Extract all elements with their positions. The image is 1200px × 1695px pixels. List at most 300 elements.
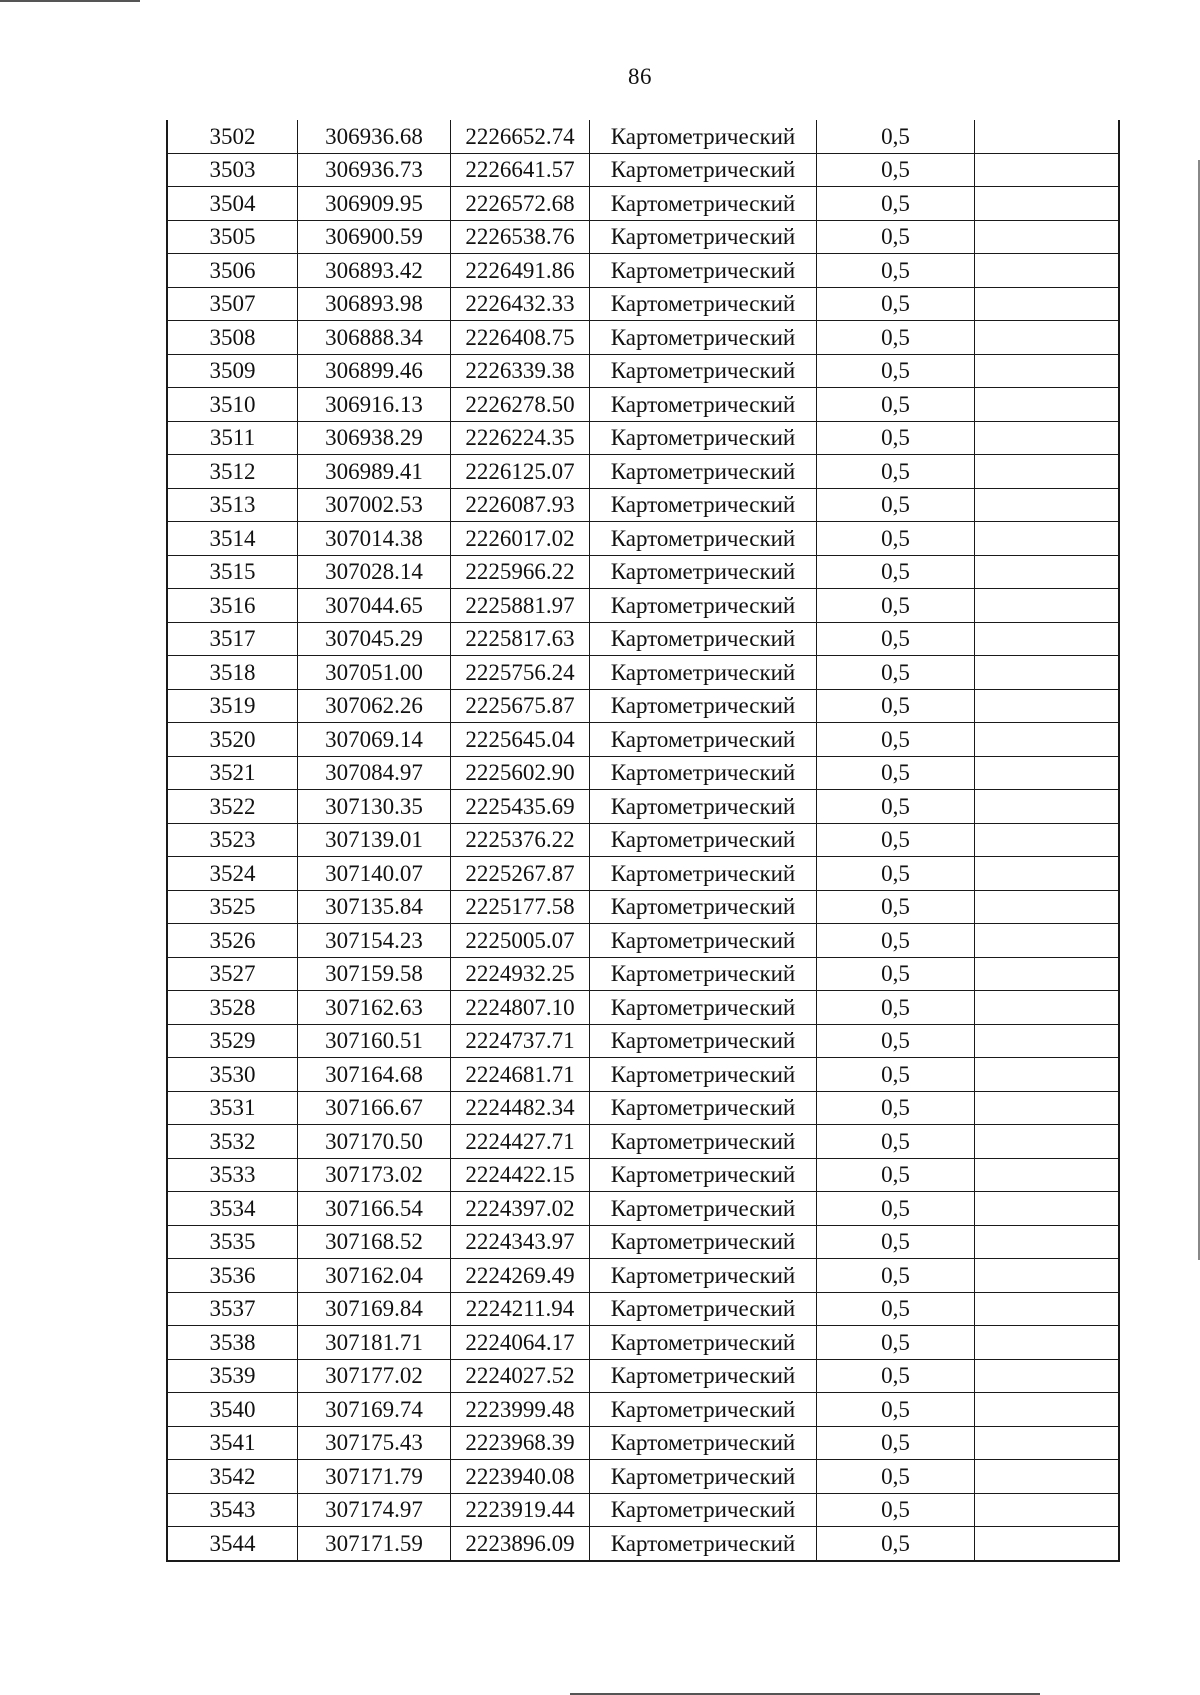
x-coordinate-cell: 307159.58 (298, 957, 451, 991)
point-number-cell: 3525 (167, 890, 298, 924)
y-coordinate-cell: 2224482.34 (451, 1091, 590, 1125)
point-number-cell: 3534 (167, 1192, 298, 1226)
description-cell (975, 589, 1120, 623)
description-cell (975, 957, 1120, 991)
method-cell: Картометрический (590, 187, 817, 221)
table-row (167, 354, 1119, 388)
x-coordinate-cell: 306899.46 (298, 354, 451, 388)
y-coordinate-cell: 2224343.97 (451, 1225, 590, 1259)
y-coordinate-cell: 2224807.10 (451, 991, 590, 1025)
table-row (167, 1460, 1119, 1494)
point-number-cell: 3522 (167, 790, 298, 824)
point-number-cell: 3515 (167, 555, 298, 589)
x-coordinate-cell: 307028.14 (298, 555, 451, 589)
table-row (167, 455, 1119, 489)
description-cell (975, 1259, 1120, 1293)
x-coordinate-cell: 307177.02 (298, 1359, 451, 1393)
x-coordinate-cell: 307139.01 (298, 823, 451, 857)
x-coordinate-cell: 307170.50 (298, 1125, 451, 1159)
point-number-cell: 3510 (167, 388, 298, 422)
x-coordinate-cell: 306936.73 (298, 153, 451, 187)
point-number-cell: 3527 (167, 957, 298, 991)
method-cell: Картометрический (590, 1225, 817, 1259)
method-cell: Картометрический (590, 890, 817, 924)
point-number-cell: 3503 (167, 153, 298, 187)
accuracy-cell: 0,5 (817, 1192, 975, 1226)
point-number-cell: 3513 (167, 488, 298, 522)
y-coordinate-cell: 2226572.68 (451, 187, 590, 221)
y-coordinate-cell: 2226017.02 (451, 522, 590, 556)
point-number-cell: 3508 (167, 321, 298, 355)
point-number-cell: 3541 (167, 1426, 298, 1460)
method-cell: Картометрический (590, 991, 817, 1025)
x-coordinate-cell: 307051.00 (298, 656, 451, 690)
x-coordinate-cell: 306888.34 (298, 321, 451, 355)
x-coordinate-cell: 307084.97 (298, 756, 451, 790)
x-coordinate-cell: 307130.35 (298, 790, 451, 824)
description-cell (975, 1426, 1120, 1460)
table-row (167, 421, 1119, 455)
method-cell: Картометрический (590, 1158, 817, 1192)
table-row (167, 1225, 1119, 1259)
x-coordinate-cell: 307045.29 (298, 622, 451, 656)
y-coordinate-cell: 2224064.17 (451, 1326, 590, 1360)
y-coordinate-cell: 2224737.71 (451, 1024, 590, 1058)
method-cell: Картометрический (590, 388, 817, 422)
table-row (167, 924, 1119, 958)
table-row (167, 991, 1119, 1025)
table-row (167, 1359, 1119, 1393)
table-row (167, 656, 1119, 690)
x-coordinate-cell: 307002.53 (298, 488, 451, 522)
method-cell: Картометрический (590, 488, 817, 522)
accuracy-cell: 0,5 (817, 1393, 975, 1427)
method-cell: Картометрический (590, 924, 817, 958)
table-row (167, 522, 1119, 556)
x-coordinate-cell: 307135.84 (298, 890, 451, 924)
table-row (167, 1024, 1119, 1058)
accuracy-cell: 0,5 (817, 1460, 975, 1494)
accuracy-cell: 0,5 (817, 1527, 975, 1561)
description-cell (975, 1091, 1120, 1125)
table-row (167, 287, 1119, 321)
y-coordinate-cell: 2226087.93 (451, 488, 590, 522)
point-number-cell: 3526 (167, 924, 298, 958)
point-number-cell: 3542 (167, 1460, 298, 1494)
point-number-cell: 3524 (167, 857, 298, 891)
point-number-cell: 3536 (167, 1259, 298, 1293)
x-coordinate-cell: 307154.23 (298, 924, 451, 958)
method-cell: Картометрический (590, 1493, 817, 1527)
method-cell: Картометрический (590, 1058, 817, 1092)
description-cell (975, 1460, 1120, 1494)
point-number-cell: 3523 (167, 823, 298, 857)
accuracy-cell: 0,5 (817, 354, 975, 388)
y-coordinate-cell: 2225756.24 (451, 656, 590, 690)
x-coordinate-cell: 307069.14 (298, 723, 451, 757)
point-number-cell: 3504 (167, 187, 298, 221)
description-cell (975, 823, 1120, 857)
point-number-cell: 3539 (167, 1359, 298, 1393)
method-cell: Картометрический (590, 589, 817, 623)
accuracy-cell: 0,5 (817, 689, 975, 723)
y-coordinate-cell: 2223968.39 (451, 1426, 590, 1460)
accuracy-cell: 0,5 (817, 957, 975, 991)
description-cell (975, 723, 1120, 757)
method-cell: Картометрический (590, 1359, 817, 1393)
accuracy-cell: 0,5 (817, 790, 975, 824)
point-number-cell: 3521 (167, 756, 298, 790)
table-row (167, 1426, 1119, 1460)
table-row (167, 1259, 1119, 1293)
point-number-cell: 3533 (167, 1158, 298, 1192)
accuracy-cell: 0,5 (817, 287, 975, 321)
y-coordinate-cell: 2223999.48 (451, 1393, 590, 1427)
point-number-cell: 3505 (167, 220, 298, 254)
y-coordinate-cell: 2224211.94 (451, 1292, 590, 1326)
accuracy-cell: 0,5 (817, 890, 975, 924)
accuracy-cell: 0,5 (817, 622, 975, 656)
method-cell: Картометрический (590, 1292, 817, 1326)
table-row (167, 689, 1119, 723)
point-number-cell: 3517 (167, 622, 298, 656)
y-coordinate-cell: 2224422.15 (451, 1158, 590, 1192)
method-cell: Картометрический (590, 354, 817, 388)
accuracy-cell: 0,5 (817, 857, 975, 891)
description-cell (975, 689, 1120, 723)
description-cell (975, 1158, 1120, 1192)
x-coordinate-cell: 307140.07 (298, 857, 451, 891)
y-coordinate-cell: 2225966.22 (451, 555, 590, 589)
x-coordinate-cell: 306938.29 (298, 421, 451, 455)
accuracy-cell: 0,5 (817, 1326, 975, 1360)
method-cell: Картометрический (590, 1125, 817, 1159)
description-cell (975, 354, 1120, 388)
point-number-cell: 3529 (167, 1024, 298, 1058)
description-cell (975, 622, 1120, 656)
method-cell: Картометрический (590, 656, 817, 690)
x-coordinate-cell: 306900.59 (298, 220, 451, 254)
accuracy-cell: 0,5 (817, 1024, 975, 1058)
description-cell (975, 1393, 1120, 1427)
description-cell (975, 488, 1120, 522)
x-coordinate-cell: 307169.74 (298, 1393, 451, 1427)
x-coordinate-cell: 306909.95 (298, 187, 451, 221)
accuracy-cell: 0,5 (817, 455, 975, 489)
y-coordinate-cell: 2225881.97 (451, 589, 590, 623)
table-row (167, 790, 1119, 824)
x-coordinate-cell: 306936.68 (298, 120, 451, 153)
accuracy-cell: 0,5 (817, 153, 975, 187)
y-coordinate-cell: 2225177.58 (451, 890, 590, 924)
x-coordinate-cell: 307044.65 (298, 589, 451, 623)
y-coordinate-cell: 2224427.71 (451, 1125, 590, 1159)
x-coordinate-cell: 307173.02 (298, 1158, 451, 1192)
point-number-cell: 3502 (167, 120, 298, 153)
y-coordinate-cell: 2226491.86 (451, 254, 590, 288)
point-number-cell: 3514 (167, 522, 298, 556)
y-coordinate-cell: 2226125.07 (451, 455, 590, 489)
method-cell: Картометрический (590, 622, 817, 656)
point-number-cell: 3509 (167, 354, 298, 388)
x-coordinate-cell: 307162.63 (298, 991, 451, 1025)
method-cell: Картометрический (590, 120, 817, 153)
y-coordinate-cell: 2225645.04 (451, 723, 590, 757)
method-cell: Картометрический (590, 1024, 817, 1058)
point-number-cell: 3540 (167, 1393, 298, 1427)
y-coordinate-cell: 2223940.08 (451, 1460, 590, 1494)
description-cell (975, 287, 1120, 321)
y-coordinate-cell: 2224681.71 (451, 1058, 590, 1092)
description-cell (975, 857, 1120, 891)
table-row (167, 957, 1119, 991)
point-number-cell: 3516 (167, 589, 298, 623)
accuracy-cell: 0,5 (817, 187, 975, 221)
description-cell (975, 120, 1120, 153)
description-cell (975, 1192, 1120, 1226)
point-number-cell: 3519 (167, 689, 298, 723)
method-cell: Картометрический (590, 957, 817, 991)
method-cell: Картометрический (590, 823, 817, 857)
table-row (167, 1292, 1119, 1326)
method-cell: Картометрический (590, 254, 817, 288)
table-row (167, 555, 1119, 589)
y-coordinate-cell: 2223896.09 (451, 1527, 590, 1561)
method-cell: Картометрический (590, 1527, 817, 1561)
table-row (167, 254, 1119, 288)
table-row (167, 1058, 1119, 1092)
method-cell: Картометрический (590, 555, 817, 589)
y-coordinate-cell: 2226641.57 (451, 153, 590, 187)
point-number-cell: 3528 (167, 991, 298, 1025)
description-cell (975, 1527, 1120, 1561)
accuracy-cell: 0,5 (817, 1493, 975, 1527)
point-number-cell: 3537 (167, 1292, 298, 1326)
x-coordinate-cell: 306989.41 (298, 455, 451, 489)
x-coordinate-cell: 307181.71 (298, 1326, 451, 1360)
x-coordinate-cell: 307162.04 (298, 1259, 451, 1293)
method-cell: Картометрический (590, 287, 817, 321)
accuracy-cell: 0,5 (817, 756, 975, 790)
point-number-cell: 3531 (167, 1091, 298, 1125)
description-cell (975, 924, 1120, 958)
y-coordinate-cell: 2225675.87 (451, 689, 590, 723)
description-cell (975, 656, 1120, 690)
y-coordinate-cell: 2225005.07 (451, 924, 590, 958)
method-cell: Картометрический (590, 421, 817, 455)
method-cell: Картометрический (590, 1426, 817, 1460)
point-number-cell: 3520 (167, 723, 298, 757)
x-coordinate-cell: 307171.79 (298, 1460, 451, 1494)
table-row (167, 1393, 1119, 1427)
description-cell (975, 254, 1120, 288)
table-row (167, 622, 1119, 656)
method-cell: Картометрический (590, 455, 817, 489)
y-coordinate-cell: 2225376.22 (451, 823, 590, 857)
description-cell (975, 790, 1120, 824)
method-cell: Картометрический (590, 522, 817, 556)
accuracy-cell: 0,5 (817, 991, 975, 1025)
table-row (167, 1158, 1119, 1192)
point-number-cell: 3518 (167, 656, 298, 690)
description-cell (975, 187, 1120, 221)
y-coordinate-cell: 2224397.02 (451, 1192, 590, 1226)
point-number-cell: 3506 (167, 254, 298, 288)
table-row (167, 857, 1119, 891)
table-row (167, 321, 1119, 355)
x-coordinate-cell: 307174.97 (298, 1493, 451, 1527)
x-coordinate-cell: 306893.98 (298, 287, 451, 321)
method-cell: Картометрический (590, 1091, 817, 1125)
table-row (167, 1527, 1119, 1561)
description-cell (975, 153, 1120, 187)
y-coordinate-cell: 2226538.76 (451, 220, 590, 254)
accuracy-cell: 0,5 (817, 1359, 975, 1393)
accuracy-cell: 0,5 (817, 1058, 975, 1092)
accuracy-cell: 0,5 (817, 1091, 975, 1125)
method-cell: Картометрический (590, 1259, 817, 1293)
table-row (167, 1326, 1119, 1360)
point-number-cell: 3535 (167, 1225, 298, 1259)
method-cell: Картометрический (590, 790, 817, 824)
x-coordinate-cell: 307175.43 (298, 1426, 451, 1460)
accuracy-cell: 0,5 (817, 589, 975, 623)
accuracy-cell: 0,5 (817, 488, 975, 522)
x-coordinate-cell: 307160.51 (298, 1024, 451, 1058)
page-number: 86 (628, 64, 652, 89)
method-cell: Картометрический (590, 321, 817, 355)
table-row (167, 153, 1119, 187)
accuracy-cell: 0,5 (817, 1259, 975, 1293)
y-coordinate-cell: 2226408.75 (451, 321, 590, 355)
accuracy-cell: 0,5 (817, 220, 975, 254)
y-coordinate-cell: 2226339.38 (451, 354, 590, 388)
accuracy-cell: 0,5 (817, 723, 975, 757)
table-row (167, 1192, 1119, 1226)
method-cell: Картометрический (590, 723, 817, 757)
table-row (167, 1493, 1119, 1527)
point-number-cell: 3543 (167, 1493, 298, 1527)
accuracy-cell: 0,5 (817, 823, 975, 857)
accuracy-cell: 0,5 (817, 1225, 975, 1259)
scan-artifact-top-left (0, 0, 140, 2)
description-cell (975, 1292, 1120, 1326)
accuracy-cell: 0,5 (817, 254, 975, 288)
y-coordinate-cell: 2226224.35 (451, 421, 590, 455)
x-coordinate-cell: 306893.42 (298, 254, 451, 288)
method-cell: Картометрический (590, 1393, 817, 1427)
method-cell: Картометрический (590, 220, 817, 254)
table-row (167, 723, 1119, 757)
method-cell: Картометрический (590, 153, 817, 187)
method-cell: Картометрический (590, 756, 817, 790)
table-row (167, 488, 1119, 522)
accuracy-cell: 0,5 (817, 120, 975, 153)
y-coordinate-cell: 2226432.33 (451, 287, 590, 321)
method-cell: Картометрический (590, 1192, 817, 1226)
x-coordinate-cell: 307169.84 (298, 1292, 451, 1326)
table-row (167, 187, 1119, 221)
description-cell (975, 455, 1120, 489)
point-number-cell: 3544 (167, 1527, 298, 1561)
x-coordinate-cell: 307171.59 (298, 1527, 451, 1561)
point-number-cell: 3507 (167, 287, 298, 321)
accuracy-cell: 0,5 (817, 388, 975, 422)
point-number-cell: 3530 (167, 1058, 298, 1092)
accuracy-cell: 0,5 (817, 1158, 975, 1192)
description-cell (975, 890, 1120, 924)
point-number-cell: 3532 (167, 1125, 298, 1159)
description-cell (975, 1326, 1120, 1360)
y-coordinate-cell: 2224027.52 (451, 1359, 590, 1393)
table-row (167, 890, 1119, 924)
table-row (167, 1091, 1119, 1125)
table-row (167, 756, 1119, 790)
y-coordinate-cell: 2223919.44 (451, 1493, 590, 1527)
accuracy-cell: 0,5 (817, 421, 975, 455)
y-coordinate-cell: 2225817.63 (451, 622, 590, 656)
method-cell: Картометрический (590, 1326, 817, 1360)
table-row (167, 1125, 1119, 1159)
description-cell (975, 555, 1120, 589)
method-cell: Картометрический (590, 857, 817, 891)
description-cell (975, 522, 1120, 556)
y-coordinate-cell: 2226652.74 (451, 120, 590, 153)
y-coordinate-cell: 2225602.90 (451, 756, 590, 790)
table-row (167, 589, 1119, 623)
accuracy-cell: 0,5 (817, 555, 975, 589)
table-row (167, 220, 1119, 254)
point-number-cell: 3511 (167, 421, 298, 455)
description-cell (975, 421, 1120, 455)
description-cell (975, 1058, 1120, 1092)
description-cell (975, 991, 1120, 1025)
description-cell (975, 1125, 1120, 1159)
x-coordinate-cell: 307014.38 (298, 522, 451, 556)
method-cell: Картометрический (590, 1460, 817, 1494)
accuracy-cell: 0,5 (817, 924, 975, 958)
description-cell (975, 220, 1120, 254)
method-cell: Картометрический (590, 689, 817, 723)
coordinates-table-body (167, 120, 1119, 1561)
accuracy-cell: 0,5 (817, 1426, 975, 1460)
description-cell (975, 1493, 1120, 1527)
table-row (167, 388, 1119, 422)
point-number-cell: 3512 (167, 455, 298, 489)
x-coordinate-cell: 307062.26 (298, 689, 451, 723)
x-coordinate-cell: 307164.68 (298, 1058, 451, 1092)
accuracy-cell: 0,5 (817, 1292, 975, 1326)
table-row (167, 120, 1119, 153)
accuracy-cell: 0,5 (817, 1125, 975, 1159)
description-cell (975, 1225, 1120, 1259)
description-cell (975, 756, 1120, 790)
x-coordinate-cell: 307166.67 (298, 1091, 451, 1125)
x-coordinate-cell: 307166.54 (298, 1192, 451, 1226)
description-cell (975, 1359, 1120, 1393)
y-coordinate-cell: 2224932.25 (451, 957, 590, 991)
accuracy-cell: 0,5 (817, 656, 975, 690)
description-cell (975, 1024, 1120, 1058)
y-coordinate-cell: 2226278.50 (451, 388, 590, 422)
table-row (167, 823, 1119, 857)
y-coordinate-cell: 2225267.87 (451, 857, 590, 891)
y-coordinate-cell: 2224269.49 (451, 1259, 590, 1293)
x-coordinate-cell: 307168.52 (298, 1225, 451, 1259)
coordinates-table (166, 120, 1120, 1562)
description-cell (975, 321, 1120, 355)
x-coordinate-cell: 306916.13 (298, 388, 451, 422)
